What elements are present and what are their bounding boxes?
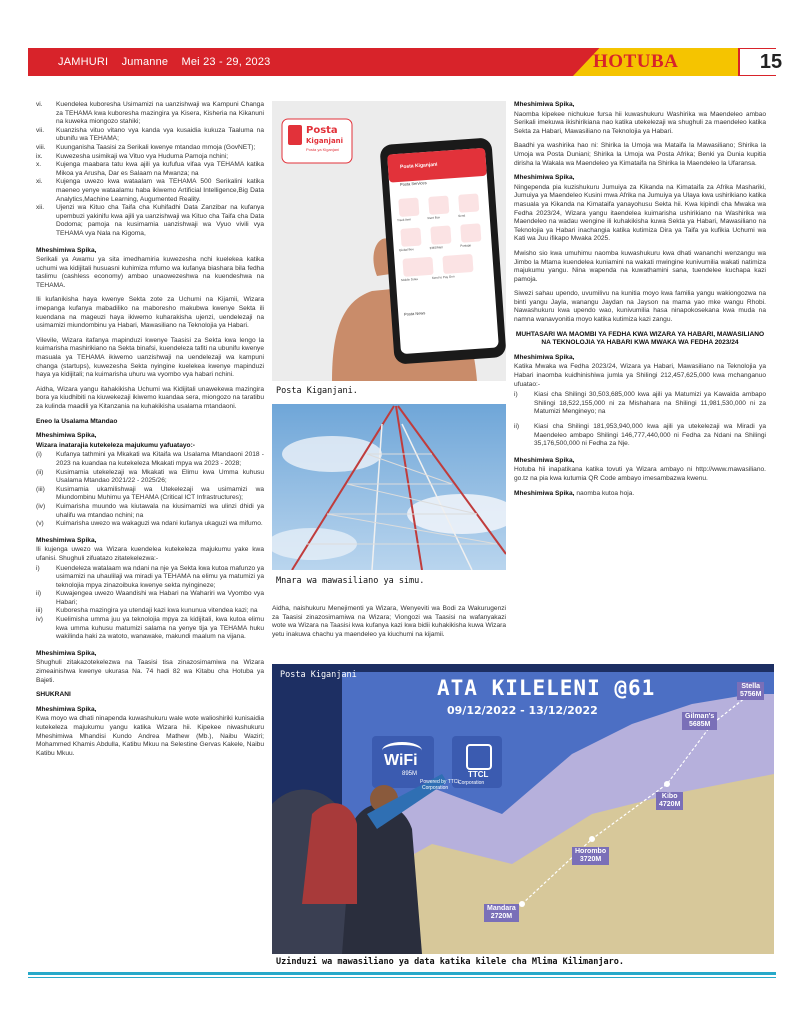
- photo-caption: Mnara wa mawasiliano ya simu.: [276, 576, 425, 586]
- point-name: Mandara: [487, 905, 516, 912]
- paragraph: Baadhi ya washirika hao ni: Shirika la Umoja wa Mataifa la Mawasiliano; Shirika la Umoja wa Posta Duniani; Shirika la Umoja wa Posta Afrika; Benki ya Dunia kupitia dirisha la Wakala wa Maendeleo ya Kimataifa na Shirika la Maendeleo la Ufaransa.: [514, 142, 766, 167]
- app-tile-label: Rent Box: [427, 215, 441, 221]
- paragraph: Hotuba hii inapatikana katika tovuti ya Wizara ambayo ni http://www.mawasiliano. go.tz na pia kwa kutumia QR Code ambayo imesambazwa kwenu.: [514, 466, 766, 482]
- app-tile-label: Send to Pay Gen: [431, 274, 455, 280]
- ttcl-label: TTCL: [468, 770, 489, 779]
- point-label: [737, 682, 764, 700]
- banner-caption-top: Posta Kiganjani: [280, 670, 357, 680]
- header-info: [58, 56, 281, 68]
- banner-title: ATA KILELENI @61: [437, 676, 656, 700]
- point-label: [484, 904, 519, 922]
- paragraph: Ili kujenga uwezo wa Wizara kuendelea kutekeleza majukumu yake kwa ufanisi. Shughuli zifuatazo zitatekelezwa:-: [36, 546, 264, 562]
- list-item: (i) Kufanya tathmini ya Mkakati wa Kitaifa wa Usalama Mtandaoni 2018 - 2023 na kuandaa na kutekeleza Mkakati mpya wa 2023 - 2028;: [36, 451, 264, 467]
- app-tile-label: Global Bee: [398, 247, 415, 253]
- subheading: Mheshimiwa Spika,: [514, 174, 575, 182]
- ttcl-corp: Corporation: [458, 780, 485, 786]
- list-item: (iv) Kuimarisha muundo wa kiutawala na kiusimamizi wa ulinzi dhidi ya uhalifu wa mtandao nchini; na: [36, 502, 264, 519]
- closing-text: naomba kutoa hoja.: [576, 489, 635, 497]
- powered-corp: Corporation: [422, 785, 449, 791]
- app-section: Posta Services: [399, 180, 427, 187]
- paragraph: Ningependa pia kuzishukuru Jumuiya za Kikanda na Kimataifa za Afrika Mashariki, Jumuiya ya Maendeleo Kusini mwa Afrika na Jumuiya ya Ulaya kwa ushirikiano katika masuala ya Kikanda na Kimataifa yanayohusu Sekta hii. Kwa kipindi cha Mwaka wa Fedha 2023/24, Wizara yangu itaendelea kuimarisha ushirikiano na Washirika wa Maendeleo na wadau wengine ili kuhakikisha kuwa Sekta ya Habari, Mawasiliano na Teknolojia ya Habari inachangia katika kutimiza Dira ya Taifa ya kufikia Uchumi wa Kati wa Juu ifikapo Mwaka 2025.: [514, 183, 766, 243]
- list-item: ii) Kuwajengea uwezo Waandishi wa Habari na Wahariri wa Vyombo vya Habari;: [36, 590, 264, 606]
- list-item: i) Kiasi cha Shilingi 30,503,685,000 kwa ajili ya Matumizi ya Kawaida ambapo Shilingi 18,522,155,000 ni za Mishahara na Shilingi 11,981,530,000 ni za Matumizi Mengineyo; na: [514, 391, 766, 416]
- photo-posta-app: [272, 101, 506, 381]
- subheading: Mheshimiwa Spika,: [36, 536, 97, 544]
- paragraph: Kwa moyo wa dhati ninapenda kuwashukuru wale wote walioshiriki kunisaidia kutekeleza majukumu yangu katika Wizara hii. Kipekee niwashukuru Mheshimiwa Mhandisi Kundo Andrea Mathew (Mb.), Naibu Waziri; Mohammed Khamis Abdulla, Katibu Mkuu na Selestine Gervas Kakele, Naibu Katibu Mkuu.: [36, 715, 264, 757]
- point-name: Gilman's: [685, 713, 715, 720]
- list-capacity-tasks: [36, 565, 264, 642]
- point-label: [682, 712, 717, 730]
- app-tile-label: Track Item: [396, 217, 412, 223]
- point-name: Stella: [741, 683, 761, 690]
- point-name: Horombo: [575, 848, 607, 855]
- subheading: Mheshimiwa Spika,: [36, 432, 97, 440]
- point-name: Kibo: [661, 793, 678, 800]
- list-security-tasks: [36, 451, 264, 528]
- subheading: Eneo la Usalama Mtandao: [36, 417, 118, 425]
- list-item: xii. Ujenzi wa Kituo cha Taifa cha Kuhifadhi Data Zanzibar na kufanya upembuzi yakinifu kwa ajili ya uanzishwaji wa Kituo cha Taifa cha Data Dodoma; pamoja na kusimamia uanzishwaji wa Vyuo vivili vya TEHAMA vya Nala na Kigoma,: [36, 204, 264, 237]
- page-number: 15: [740, 49, 800, 75]
- list-item: vii. Kuanzisha vituo vitano vya kanda vya kusaidia kukuza Taaluma na ubunifu wa TEHAMA;: [36, 126, 264, 143]
- app-tile-label: EMS/Mail: [429, 245, 443, 251]
- point-label: [656, 792, 683, 810]
- subheading: SHUKRANI: [36, 691, 71, 699]
- app-tile-label: Send: [458, 213, 466, 218]
- paragraph: Mwisho sio kwa umuhimu naomba kuwashukuru kwa dhati wananchi wenzangu wa Jimbo la Mtama kuendelea kuniamini na wakati mwingine kunivumilia wakati natimiza majukumu yangu. Nina wapenda na kuwathamini sana, tuendelee kuchapa kazi pamoja.: [514, 249, 766, 283]
- section-title: HOTUBA: [593, 51, 679, 72]
- paragraph: Ili kufanikisha haya kwenye Sekta zote za Uchumi na Kijamii, Wizara imepanga kufanya mabadiliko na maboresho makubwa kwenye Sekta ili kuendana na mageuzi haya ikiwemo kuharakisha ujenzi, uendelezaji na usimamizi miundombinu ya Habari, Mawasiliano na Teknolojia ya Habari.: [36, 296, 264, 330]
- list-item: (ii) Kusimamia utekelezaji wa Mkakati wa Elimu kwa Umma kuhusu Usalama Mtandao 2021/22 - 2025/26;: [36, 468, 264, 485]
- issue-dates: Mei 23 - 29, 2023: [181, 56, 271, 68]
- paragraph: Serikali ya Awamu ya sita imedhamiria kuwezesha nchi kuelekea katika uchumi wa kidijitali husuasni kuhimiza mfumo wa kufanya biashara bila fedha taslimu (cashless economy) ambao unaowezeshwa na kuendeshwa na TEHAMA.: [36, 256, 264, 289]
- list-item: (v) Kuimarisha uwezo wa wakaguzi wa ndani kufanya ukaguzi wa mifumo.: [36, 520, 263, 528]
- point-alt: 4720M: [659, 801, 681, 808]
- photo-telecom-tower: [272, 404, 506, 570]
- wifi-sub: 895M: [402, 771, 418, 777]
- footer-rule: [28, 972, 776, 975]
- subheading: Mheshimiwa Spika,: [514, 456, 575, 464]
- subheading: Mheshimiwa Spika,: [36, 705, 97, 713]
- wifi-label: WiFi: [384, 752, 418, 769]
- budget-heading: MUHTASARI WA MAOMBI YA FEDHA KWA WIZARA YA HABARI, MAWASILIANO NA TEKNOLOJIA YA HABARI KWA MWAKA WA FEDHA 2023/24: [515, 330, 765, 347]
- list-item: iv) Kuelimisha umma juu ya teknolojia mpya za kidijitali, kwa kutoa elimu kwa umma kuhusu matumizi salama na yenye tija ya TEHAMA huku wakilinda haki za watoto, wanawake, makundi maalum na vijana.: [36, 616, 264, 641]
- photo-kilimanjaro-launch: [272, 664, 774, 954]
- column-1: [36, 101, 264, 764]
- app-logo-tagline: Posta ya Kiganjani: [306, 147, 340, 152]
- list-item: xi. Kujenga uwezo kwa wataalam wa TEHAMA 500 Serikalini katika maeneo yenye wataalamu haba ikiwemo Artificial Intelligence,Big Data Analytics,Machine Learning, Augumented Reality.: [36, 178, 264, 203]
- page-header: [28, 48, 783, 76]
- app-logo-text: Posta: [306, 125, 338, 136]
- issue-day: Jumanne: [121, 56, 169, 68]
- banner-dates: 09/12/2022 - 13/12/2022: [447, 704, 598, 717]
- list-item: x. Kujenga maabara tatu kwa ajili ya kufufua vifaa vya TEHAMA katika Mikoa ya Arusha, Dar es Salaam na Mwanza; na: [36, 161, 264, 177]
- point-alt: 5756M: [740, 691, 762, 698]
- app-title: Posta Kiganjani: [399, 161, 438, 171]
- list-item: ix. Kuwezesha usimikaji wa Vituo vya Huduma Pamoja nchini;: [36, 152, 229, 160]
- list-item: viii. Kuunganisha Taasisi za Serikali kwenye mtandao mmoja (GovNET);: [36, 143, 256, 151]
- point-alt: 3720M: [579, 856, 602, 863]
- paragraph: Katika Mwaka wa Fedha 2023/24, Wizara ya Habari, Mawasiliano na Teknolojia ya Habari inaomba kuidhinishiwa jumla ya Shilingi 212,457,625,000 kwa mchanganuo ufuatao:-: [514, 363, 766, 388]
- point-alt: 2720M: [490, 913, 513, 920]
- photo-caption: Uzinduzi wa mawasiliano ya data katika kilele cha Mlima Kilimanjaro.: [276, 957, 624, 967]
- list-item: ii) Kiasi cha Shilingi 181,953,940,000 kwa ajili ya utekelezaji wa Miradi ya Maendeleo ambapo Shilingi 146,777,440,000 ni Fedha za Ndani na Shilingi 35,176,500,000 ni Fedha za Nje.: [514, 423, 766, 448]
- paragraph: Aidha, Wizara yangu itahakikisha Uchumi wa Kidijitali unawekewa mazingira bora ya kiudhibiti na kiuwekezaji ikiwemo kuandaa sera, miongozo na taratibu za kulinda maadili ya Kitanzania na kuhakikisha usalama mtandaoni.: [36, 385, 264, 410]
- list-item: i) Kuendeleza watalaam wa ndani na nje ya Sekta kwa kutoa mafunzo ya usimamizi na uhaulilaji wa miradi ya TEHAMA na elimu ya matumizi ya teknolojia mpya zinazoibuka kwenye sekta nyingineze;: [36, 564, 264, 589]
- budget-list: [514, 391, 766, 449]
- subheading: Mheshimiwa Spika,: [36, 246, 97, 254]
- paragraph: Siwezi sahau upendo, uvumilivu na kunitia moyo kwa familia yangu wakiongozwa na binti yangu Jayla, wanangu Jaydan na Jayson na mama yao mke wangu Rhobi. Nawashukuru kwa upendo wao, kunivumilia hasa ninapokosekana kwa muda na namna wanavyonitia moyo katika kutimiza kazi zangu.: [514, 290, 766, 324]
- app-news: Posta News: [403, 310, 426, 317]
- list-item: (iii) Kusimamia ukamilishwaji wa Utekelezaji wa usimamizi wa Miundombinu Muhimu ya TEHAMA (Critical ICT Infrastructures);: [36, 485, 264, 502]
- subheading: Mheshimiwa Spika,: [514, 489, 575, 497]
- tower-illustration: [272, 404, 506, 570]
- paragraph: Shughuli zitakazotekelezwa na Taasisi tisa zinazosimamiwa na Wizara zimeainishwa kwenye ukurasa Na. 74 hadi 82 wa Kitabu cha Hotuba ya Bajeti.: [36, 659, 264, 684]
- footer-rule-thin: [28, 977, 776, 978]
- app-tile-label: Postage: [460, 243, 472, 248]
- subheading: Mheshimiwa Spika,: [514, 101, 575, 108]
- column-2-text: [272, 605, 506, 645]
- subheading: Mheshimiwa Spika,: [514, 353, 575, 361]
- paragraph: Aidha, naishukuru Menejimenti ya Wizara, Wenyeviti wa Bodi za Wakurugenzi za Taasisi zinazosimamiwa na Wizara; Viongozi wa Taasisi na wafanyakazi wote wa Wizara na Taasisi kwa kufanya kazi kwa bidii kuhakikisha kuwa Wizara yetu inakuwa chachu ya maendeleo ya kiuchumi na kijamii.: [272, 605, 506, 638]
- paragraph: Naomba kipekee nichukue fursa hii kuwashukuru Washirika wa Maendeleo ambao Serikali imekuwa ikishirikiana nao katika utekelezaji wa shughuli za maendeleo katika Sekta za Habari, Mawasiliano na Teknolojia ya Habari.: [514, 110, 766, 135]
- list-item: iii) Kuboresha mazingira ya utendaji kazi kwa kununua vitendea kazi; na: [36, 607, 258, 615]
- point-alt: 5685M: [688, 721, 711, 728]
- list-tehama-tasks: [36, 101, 264, 239]
- point-label: [572, 847, 609, 865]
- ttcl-logo: [466, 744, 492, 770]
- paragraph: Vilevile, Wizara itafanya mapinduzi kwenye Taasisi za Sekta kwa lengo la kuimarisha mashirikiano na Sekta binafsi, kuendeleza tafiti na ubunifu kwenye masuala ya TEHAMA ikiwemo uanzishwaji na uendelezaji wa kampuni changa (startups), kuwezesha Sekta nyingine kuelekea kwenye mapinduzi haya ya kidijitali; na kuimarisha uhuru wa vyombo vya habari nchini.: [36, 336, 264, 379]
- column-3: [514, 101, 766, 498]
- paper-name: JAMHURI: [58, 56, 109, 68]
- app-tiles: [397, 212, 493, 282]
- list-item: vi. Kuendelea kuboresha Usimamizi na uanzishwaji wa Kampuni Changa za TEHAMA kwa kuboresha mazingira ya Kisera, Kisheria na Kikanuni na kuweka miongozo stahiki;: [36, 101, 264, 126]
- app-tile-label: Mobile Duka: [401, 276, 418, 283]
- photo-caption: Posta Kiganjani.: [276, 386, 358, 396]
- subheading: Wizara inatarajia kutekeleza majukumu yafuatayo:-: [36, 441, 195, 449]
- subheading: Mheshimiwa Spika,: [36, 649, 97, 657]
- app-logo-subtext: Kiganjani: [306, 137, 344, 145]
- powered-by: Powered by TTCL: [420, 779, 461, 785]
